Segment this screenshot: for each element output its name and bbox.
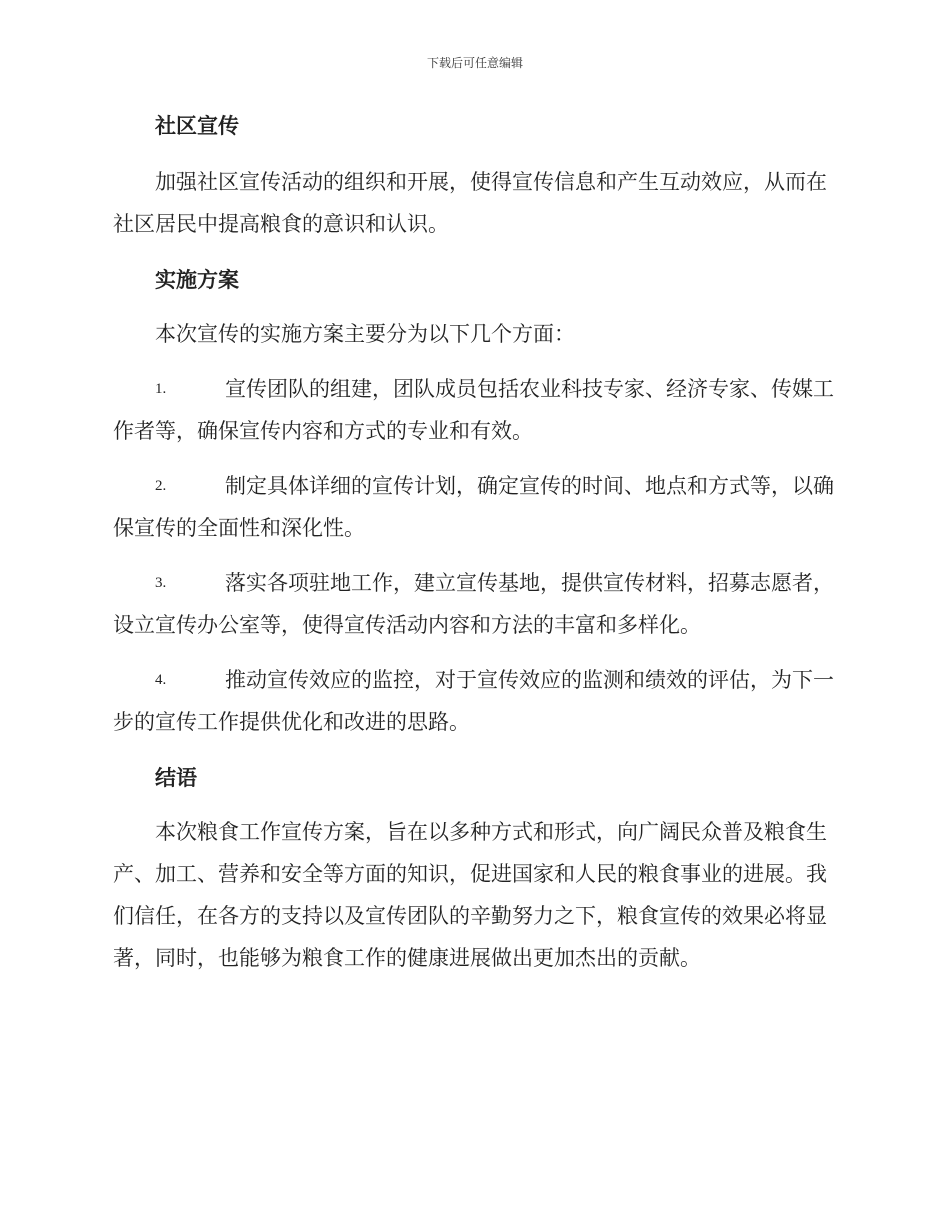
list-item-text: 推动宣传效应的监控，对于宣传效应的监测和绩效的评估，为下一步的宣传工作提供优化和改进的思路。	[113, 668, 834, 734]
list-item	[113, 562, 838, 646]
list-item-number: 2.	[155, 478, 167, 494]
list-item-number: 1.	[155, 381, 167, 397]
paragraph-community: 加强社区宣传活动的组织和开展，使得宣传信息和产生互动效应，从而在社区居民中提高粮食的意识和认识。	[113, 170, 827, 236]
header-note: 下载后可任意编辑	[426, 56, 523, 70]
list-item-text: 宣传团队的组建，团队成员包括农业科技专家、经济专家、传媒工作者等，确保宣传内容和方式的专业和有效。	[113, 377, 834, 443]
paragraph-conclusion: 本次粮食工作宣传方案，旨在以多种方式和形式，向广阔民众普及粮食生产、加工、营养和安全等方面的知识，促进国家和人民的粮食事业的进展。我们信任，在各方的支持以及宣传团队的辛勤努力之下，粮食宣传的效果必将显著，同时，也能够为粮食工作的健康进展做出更加杰出的贡献。	[113, 820, 827, 970]
list-item-number: 3.	[155, 575, 167, 591]
heading-community: 社区宣传	[155, 114, 239, 138]
list-item-number: 4.	[155, 672, 167, 688]
list-item	[113, 659, 838, 743]
heading-plan: 实施方案	[155, 268, 239, 292]
list-item	[113, 465, 838, 549]
list-item-text: 制定具体详细的宣传计划，确定宣传的时间、地点和方式等，以确保宣传的全面性和深化性。	[113, 474, 834, 540]
paragraph-plan-intro: 本次宣传的实施方案主要分为以下几个方面：	[155, 322, 575, 346]
heading-conclusion: 结语	[155, 766, 197, 790]
list-item	[113, 368, 838, 452]
list-item-text: 落实各项驻地工作，建立宣传基地，提供宣传材料，招募志愿者，设立宣传办公室等，使得宣传活动内容和方法的丰富和多样化。	[113, 571, 834, 637]
